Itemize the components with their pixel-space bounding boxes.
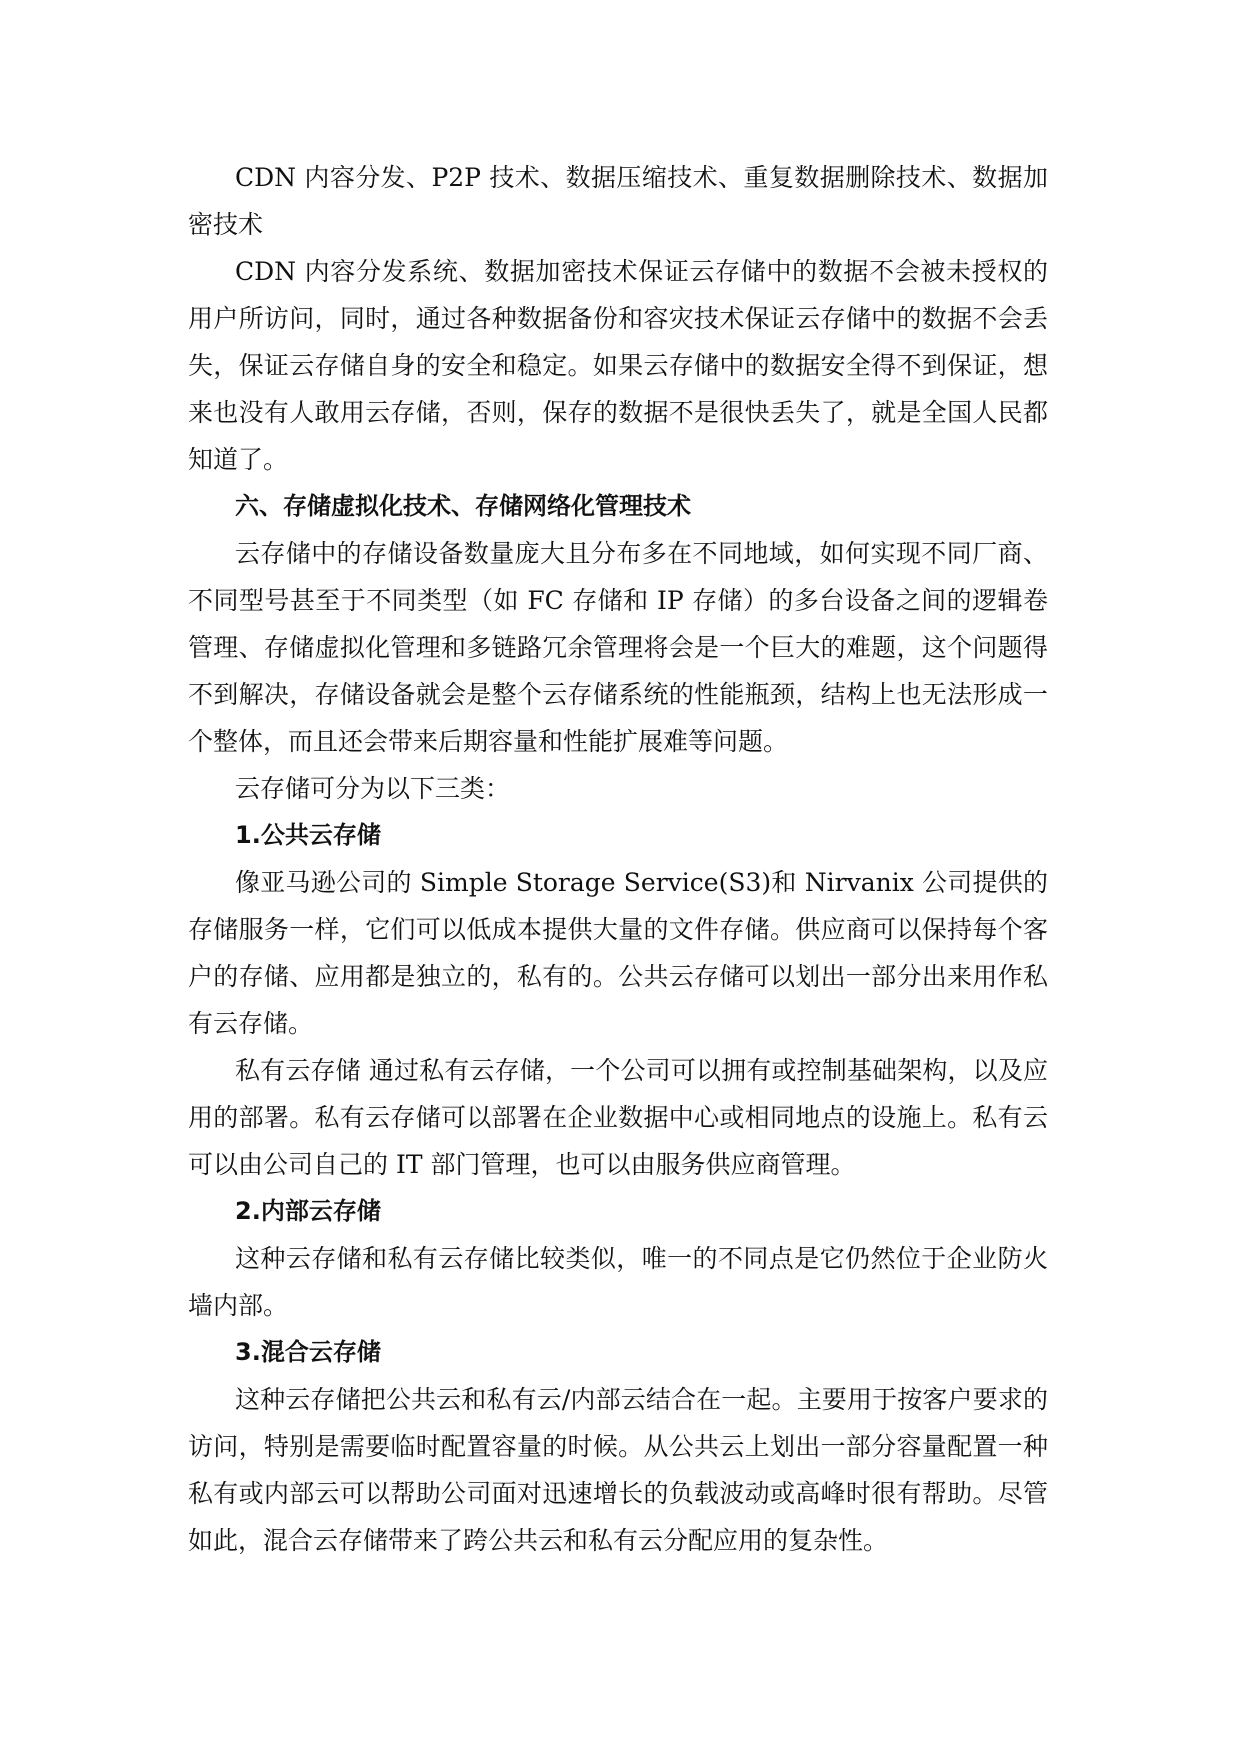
heading-public-cloud: 1.公共云存储 xyxy=(235,821,381,849)
heading-section-six: 六、存储虚拟化技术、存储网络化管理技术 xyxy=(235,492,691,520)
paragraph-cdn-techniques: CDN 内容分发、P2P 技术、数据压缩技术、重复数据删除技术、数据加密技术 xyxy=(188,163,1048,239)
paragraph-private-cloud: 私有云存储 通过私有云存储，一个公司可以拥有或控制基础架构，以及应用的部署。私有云存储可以部署在企业数据中心或相同地点的设施上。私有云可以由公司自己的 IT 部门管理，也可以由服务供应商管理。 xyxy=(188,1056,1048,1179)
paragraph-internal-cloud: 这种云存储和私有云存储比较类似，唯一的不同点是它仍然位于企业防火墙内部。 xyxy=(188,1244,1048,1320)
paragraph-storage-virtualization: 云存储中的存储设备数量庞大且分布多在不同地域，如何实现不同厂商、不同型号甚至于不同类型（如 FC 存储和 IP 存储）的多台设备之间的逻辑卷管理、存储虚拟化管理和多链路冗余管理将会是一个巨大的难题，这个问题得不到解决，存储设备就会是整个云存储系统的性能瓶颈，结构上也无法形成一个整体，而且还会带来后期容量和性能扩展难等问题。 xyxy=(188,539,1048,756)
heading-hybrid-cloud: 3.混合云存储 xyxy=(235,1338,381,1366)
paragraph-public-cloud: 像亚马逊公司的 Simple Storage Service(S3)和 Nirvanix 公司提供的存储服务一样，它们可以低成本提供大量的文件存储。供应商可以保持每个客户的存储、应用都是独立的，私有的。公共云存储可以划出一部分出来用作私有云存储。 xyxy=(188,868,1048,1038)
heading-internal-cloud: 2.内部云存储 xyxy=(235,1197,381,1225)
document-body xyxy=(188,154,1048,1564)
paragraph-three-categories: 云存储可分为以下三类： xyxy=(235,774,511,803)
paragraph-cdn-security: CDN 内容分发系统、数据加密技术保证云存储中的数据不会被未授权的用户所访问，同时，通过各种数据备份和容灾技术保证云存储中的数据不会丢失，保证云存储自身的安全和稳定。如果云存储中的数据安全得不到保证，想来也没有人敢用云存储，否则，保存的数据不是很快丢失了，就是全国人民都知道了。 xyxy=(188,257,1048,474)
paragraph-hybrid-cloud: 这种云存储把公共云和私有云/内部云结合在一起。主要用于按客户要求的访问，特别是需要临时配置容量的时候。从公共云上划出一部分容量配置一种私有或内部云可以帮助公司面对迅速增长的负载波动或高峰时很有帮助。尽管如此，混合云存储带来了跨公共云和私有云分配应用的复杂性。 xyxy=(188,1385,1048,1555)
